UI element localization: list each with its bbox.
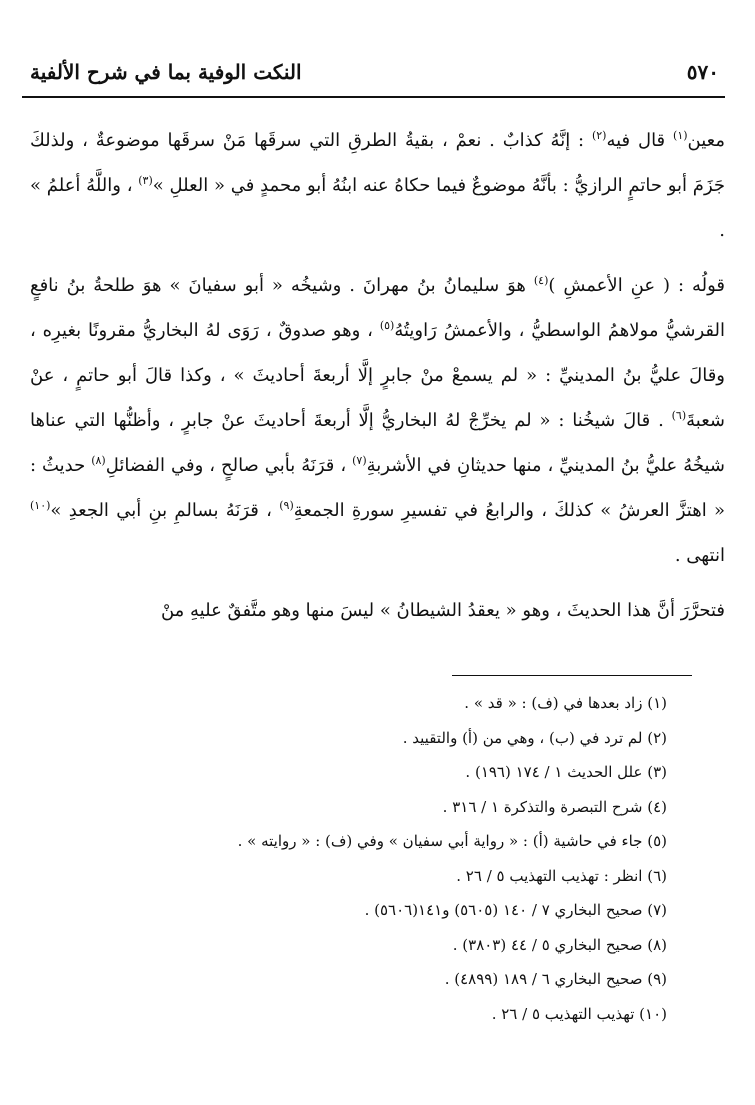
footnotes <box>40 686 667 1031</box>
text-run: ، واللَّهُ أعلمُ » . <box>30 175 725 241</box>
paragraph-3: فتحرَّرَ أنَّ هذا الحديثَ ، وهو « يعقدُ الشيطانُ » ليسَ منها وهو متَّفقٌ عليهِ منْ <box>160 600 725 621</box>
text-run: : إنَّهُ كذابٌ . نعمْ ، بقيةُ الطرقِ التي سرقَها مَنْ سرقَها موضوعةٌ ، ولذلكَ جَزَمَ أبو حاتمٍ الرازيُّ : بأنَّهُ موضوعٌ فيما حكاهُ عنه ابنُهُ أبو محمدٍ في « العللِ » <box>30 130 725 196</box>
running-title: النكت الوفية بما في شرح الألفية <box>30 60 302 84</box>
footnote-4: (٤) شرح التبصرة والتذكرة ١ / ٣١٦ . <box>442 797 667 816</box>
footnote-1: (١) زاد بعدها في (ف) : « قد » . <box>464 694 667 712</box>
text-run: حديثُ : « اهتزَّ العرشُ » كذلكَ ، والرابعُ في تفسيرِ سورةِ الجمعةِ <box>30 455 725 521</box>
footnote-5: (٥) جاء في حاشية (أ) : « رواية أبي سفيان » وفي (ف) : « روايته » . <box>237 832 667 850</box>
text-run: قال فيه <box>606 130 674 151</box>
footnote-6: (٦) انظر : تهذيب التهذيب ٥ / ٢٦ . <box>456 866 667 885</box>
paragraph-1 <box>30 118 725 253</box>
footnote-9: (٩) صحيح البخاري ٦ / ١٨٩ (٤٨٩٩) . <box>444 970 667 988</box>
footnote-separator <box>452 675 692 676</box>
main-text <box>30 118 725 633</box>
paragraph-2 <box>30 263 725 578</box>
footnote-ref: (٣) <box>138 174 153 187</box>
page-number: ٥٧٠ <box>686 60 719 84</box>
footnote-ref: (٥) <box>379 319 395 332</box>
text-run: ، قرَنَهُ بسالمِ بنِ أبي الجعدِ » <box>50 500 280 521</box>
text-run: . قالَ شيخُنا : « لم يخرِّجْ لهُ البخاريُّ إلَّا أربعةَ أحاديثَ عنْ جابرٍ ، وأظنُّها التي عناها شيخُهُ عليُّ بنُ المدينيِّ ، منها حديثانِ في الأشربةِ <box>30 410 726 476</box>
footnote-ref: (٦) <box>671 409 687 422</box>
running-header <box>22 56 725 98</box>
footnote-8: (٨) صحيح البخاري ٥ / ٤٤ (٣٨٠٣) . <box>452 935 667 954</box>
text-run: معين <box>687 130 725 151</box>
text-run: هوَ سليمانُ بنُ مهرانَ . وشيخُه « أبو سفيانَ » هوَ طلحةُ بنُ نافعٍ القرشيُّ مولاهمُ الواسطيُّ ، والأعمشُ رَاويتُهُ <box>30 275 725 341</box>
text-run: ، وهو صدوقٌ ، رَوَى لهُ البخاريُّ مقرونًا بغيرِه ، وقالَ عليُّ بنُ المدينيِّ : « لم يسمعْ منْ جابرٍ إلَّا أربعةَ أحاديثَ » ، وكذا قالَ أبو حاتمٍ ، عنْ شعبةَ <box>30 320 725 431</box>
footnote-10: (١٠) تهذيب التهذيب ٥ / ٢٦ . <box>491 1004 667 1023</box>
footnote-ref: (١) <box>673 129 688 142</box>
footnote-3: (٣) علل الحديث ١ / ١٧٤ (١٩٦) . <box>465 763 667 781</box>
footnote-ref: (٧) <box>352 454 367 467</box>
text-run: انتهى . <box>674 545 725 566</box>
footnote-ref: (٨) <box>91 454 106 467</box>
footnote-ref: (١٠) <box>30 499 51 512</box>
footnote-ref: (٤) <box>533 274 549 287</box>
footnote-7: (٧) صحيح البخاري ٧ / ١٤٠ (٥٦٠٥) و١٤١(٥٦٠٦) . <box>364 901 667 919</box>
text-run: قولُه : ( عنِ الأعمشِ ) <box>548 275 725 296</box>
footnote-2: (٢) لم ترد في (ب) ، وهي من (أ) والتقييد . <box>402 728 667 747</box>
text-run: ، قرَنَهُ بأبي صالحٍ ، وفي الفضائلِ <box>105 455 353 476</box>
footnote-ref: (٩) <box>279 499 294 512</box>
footnote-ref: (٢) <box>591 129 607 142</box>
